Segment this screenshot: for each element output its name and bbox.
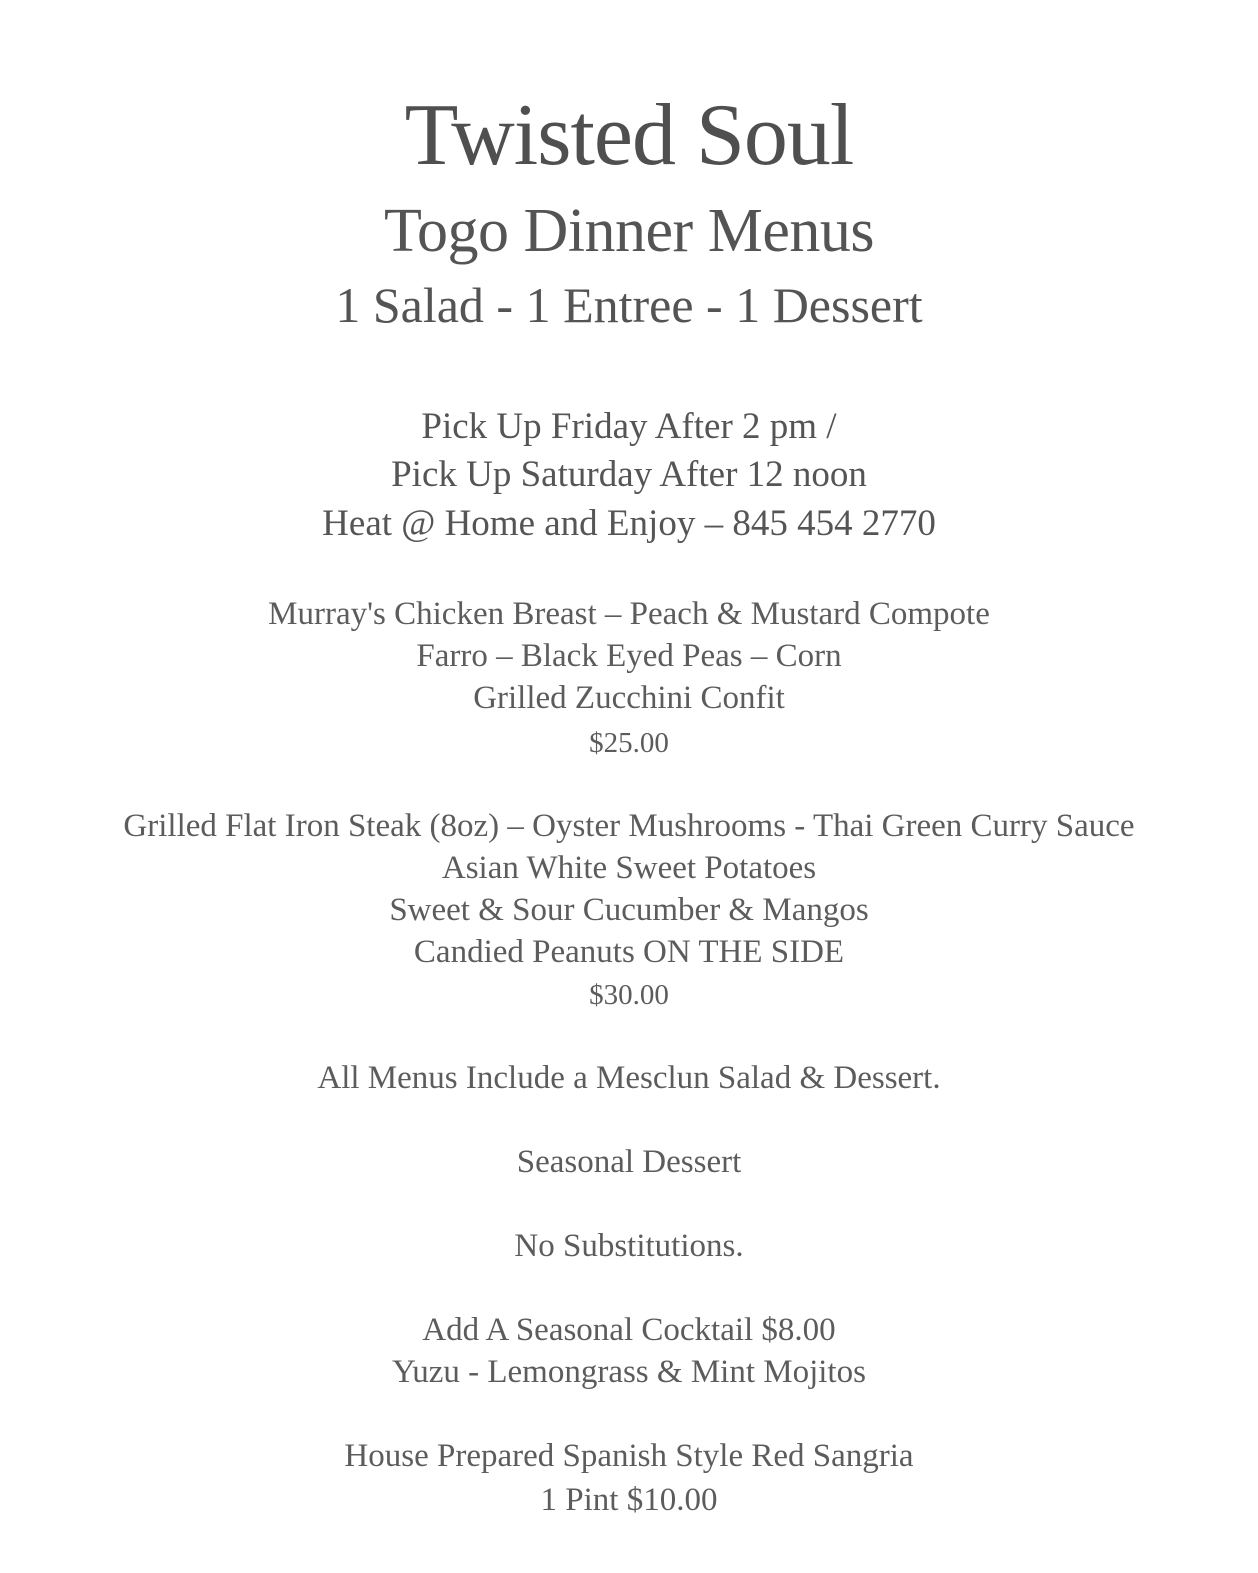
cocktail-description: Yuzu - Lemongrass & Mint Mojitos	[392, 1354, 866, 1390]
menu2-line4: Candied Peanuts ON THE SIDE	[413, 934, 845, 970]
menu1-price: $25.00	[589, 727, 669, 759]
menu-format: 1 Salad - 1 Entree - 1 Dessert	[335, 277, 923, 333]
dessert-note: Seasonal Dessert	[516, 1144, 742, 1180]
restaurant-title: Twisted Soul	[404, 87, 854, 184]
pickup-saturday: Pick Up Saturday After 12 noon	[391, 454, 867, 495]
menu2-price: $30.00	[589, 979, 669, 1011]
menu2-line3: Sweet & Sour Cucumber & Mangos	[389, 892, 869, 928]
menu2-line1: Grilled Flat Iron Steak (8oz) – Oyster Mushrooms - Thai Green Curry Sauce	[123, 808, 1135, 844]
menu-subtitle: Togo Dinner Menus	[384, 197, 874, 265]
menu1-line1: Murray's Chicken Breast – Peach & Mustard Compote	[268, 596, 990, 632]
sangria-description: House Prepared Spanish Style Red Sangria	[344, 1438, 914, 1474]
heat-and-phone: Heat @ Home and Enjoy – 845 454 2770	[322, 503, 936, 544]
menu1-line3: Grilled Zucchini Confit	[473, 680, 785, 716]
pickup-friday: Pick Up Friday After 2 pm /	[421, 406, 837, 447]
substitutions-note: No Substitutions.	[514, 1228, 744, 1264]
sangria-price: 1 Pint $10.00	[540, 1482, 718, 1518]
menu2-line2: Asian White Sweet Potatoes	[441, 850, 817, 886]
includes-note: All Menus Include a Mesclun Salad & Dessert.	[317, 1060, 941, 1096]
cocktail-offer: Add A Seasonal Cocktail $8.00	[422, 1312, 836, 1348]
menu1-line2: Farro – Black Eyed Peas – Corn	[416, 638, 842, 674]
